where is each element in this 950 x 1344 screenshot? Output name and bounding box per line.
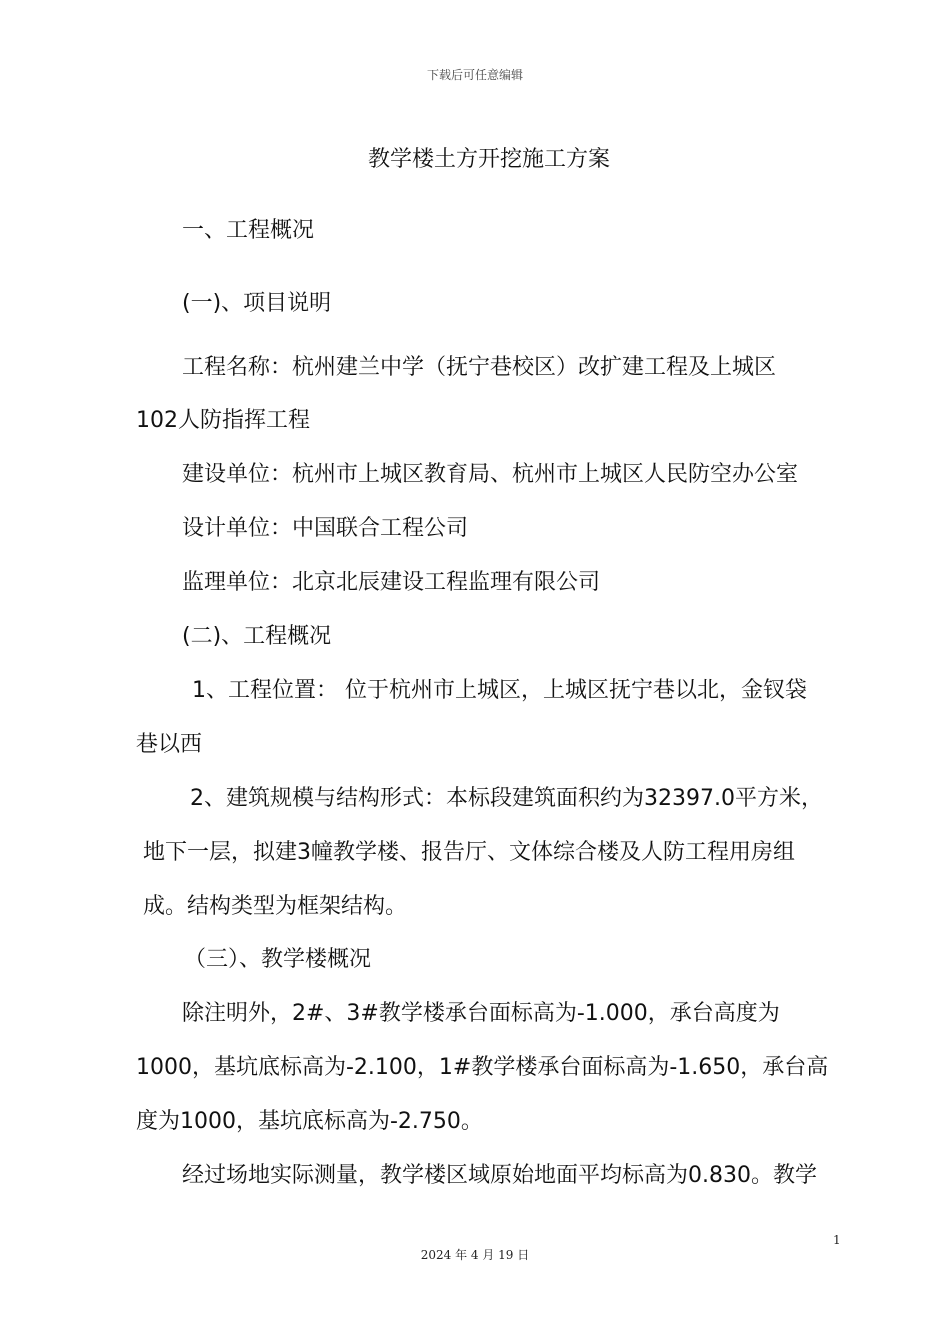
body-line: 成。结构类型为框架结构。 — [143, 894, 408, 919]
subsection-heading: (二)、工程概况 — [182, 624, 332, 649]
subsection-heading: （三）、教学楼概况 — [184, 947, 372, 972]
subsection-heading: (一)、项目说明 — [182, 291, 332, 316]
header-note: 下载后可任意编辑 — [426, 68, 523, 82]
body-line: 1000，基坑底标高为-2.100，1#教学楼承台面标高为-1.650，承台高 — [136, 1055, 829, 1080]
body-line: 建设单位：杭州市上城区教育局、杭州市上城区人民防空办公室 — [182, 462, 799, 487]
body-line: 1、工程位置： 位于杭州市上城区，上城区抚宁巷以北，金钗袋 — [192, 678, 807, 703]
body-line: 102人防指挥工程 — [136, 408, 310, 433]
body-line: 巷以西 — [136, 732, 203, 757]
body-line: 度为1000，基坑底标高为-2.750。 — [136, 1109, 483, 1134]
page-number: 1 — [833, 1233, 841, 1247]
body-line: 监理单位：北京北辰建设工程监理有限公司 — [182, 570, 601, 595]
footer-date: 2024 年 4 月 19 日 — [420, 1248, 530, 1262]
body-line: 2、建筑规模与结构形式：本标段建筑面积约为32397.0平方米， — [190, 786, 823, 811]
body-line: 地下一层，拟建3幢教学楼、报告厅、文体综合楼及人防工程用房组 — [143, 840, 795, 865]
body-line: 经过场地实际测量，教学楼区域原始地面平均标高为0.830。教学 — [182, 1163, 817, 1188]
body-line: 设计单位：中国联合工程公司 — [182, 516, 469, 541]
section-heading: 一、工程概况 — [182, 218, 315, 243]
body-line: 除注明外，2#、3#教学楼承台面标高为-1.000，承台高度为 — [182, 1001, 780, 1026]
document-title: 教学楼土方开挖施工方案 — [367, 147, 610, 172]
body-line: 工程名称：杭州建兰中学（抚宁巷校区）改扩建工程及上城区 — [182, 355, 777, 380]
